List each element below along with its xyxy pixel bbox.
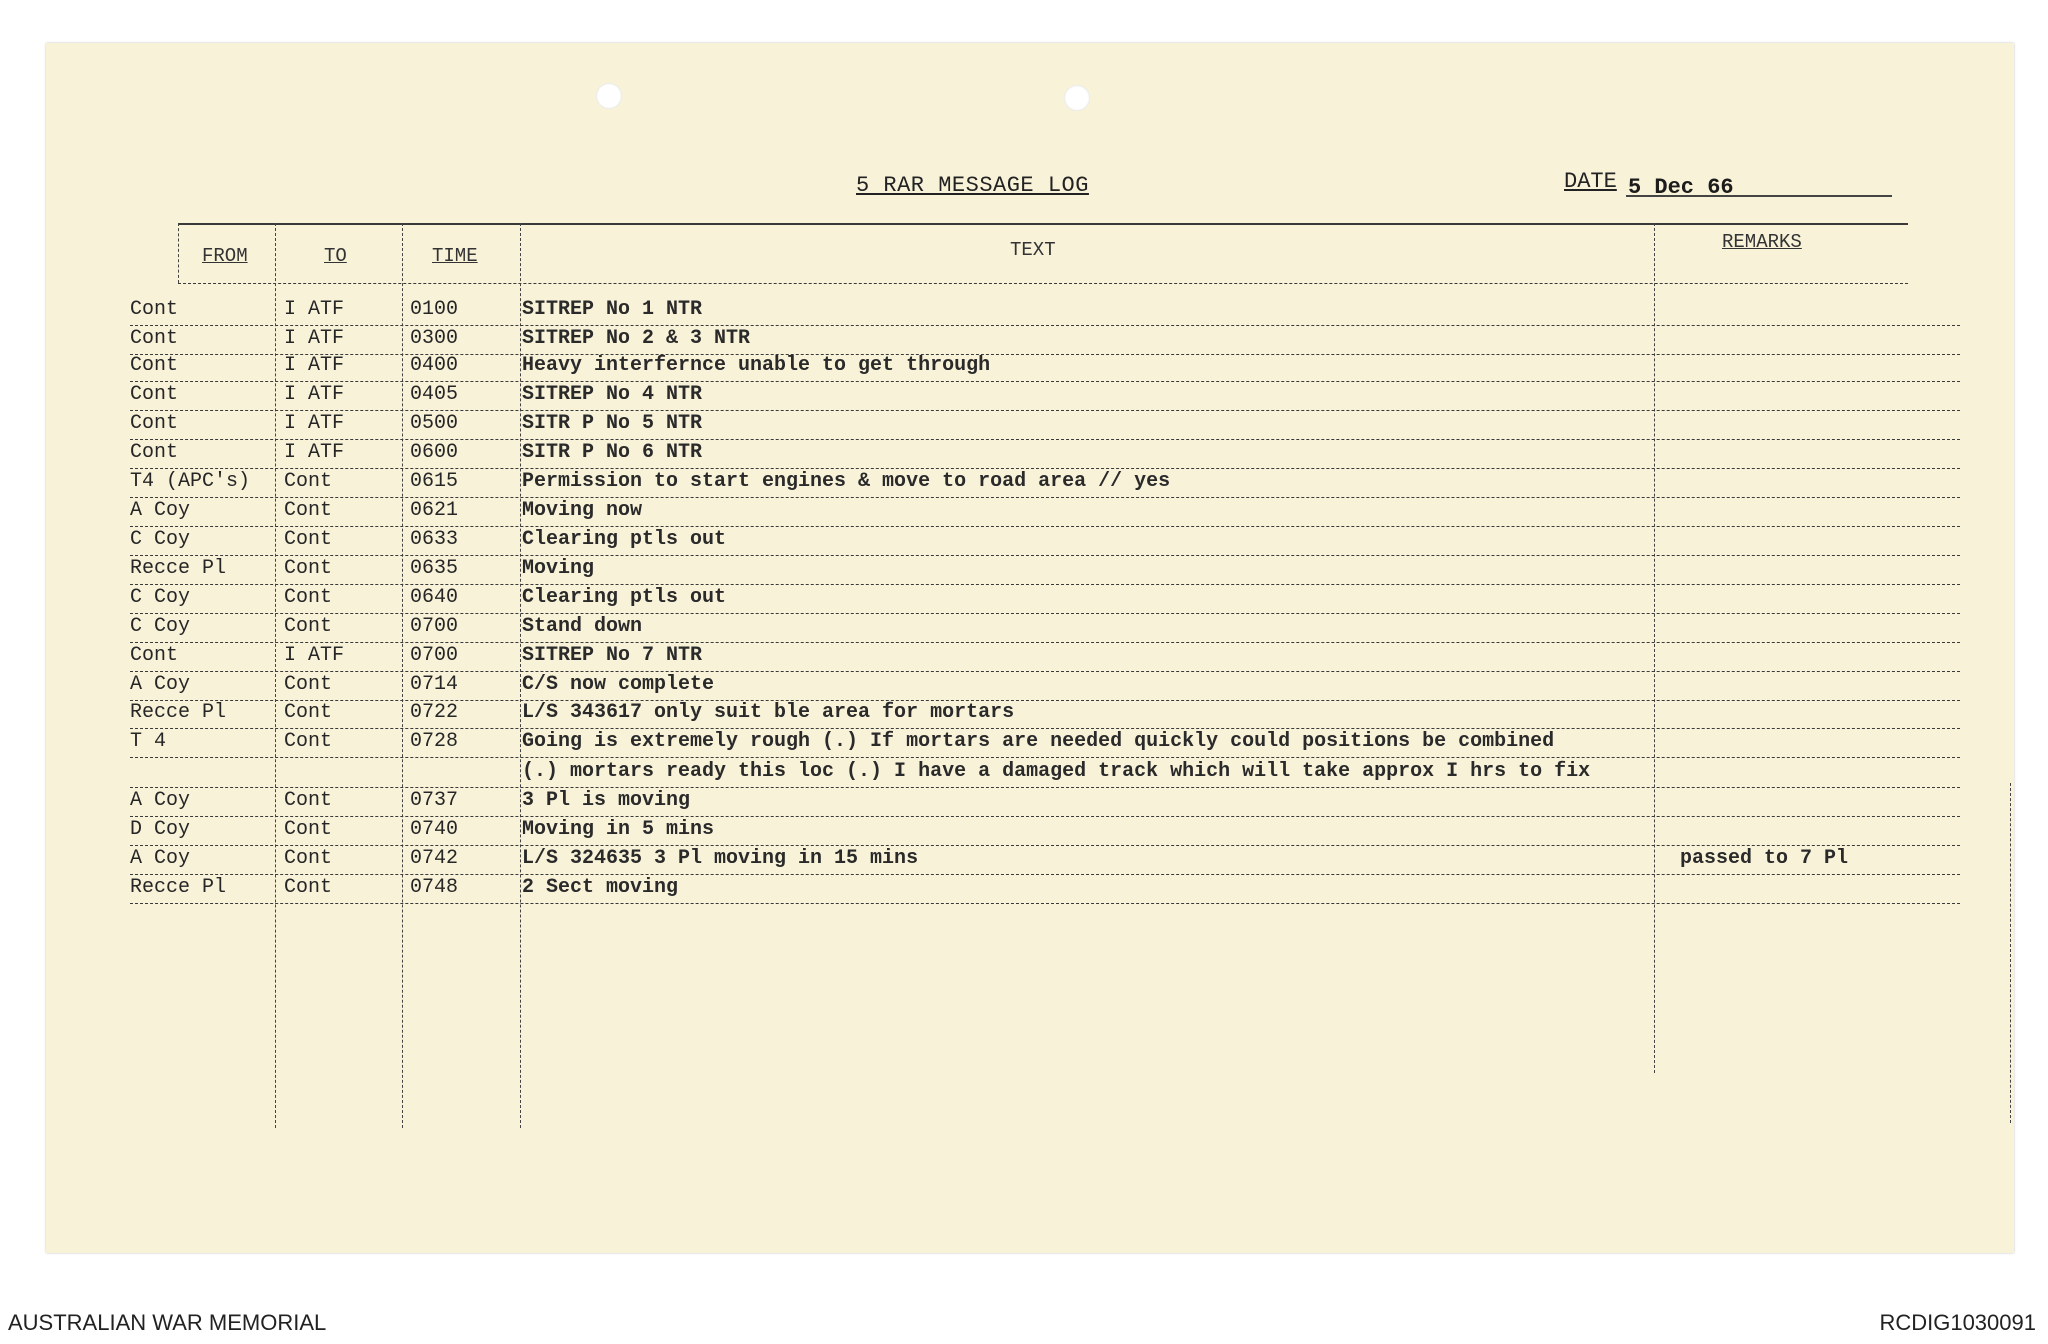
- cell-to: Cont: [284, 499, 333, 522]
- cell-from: Cont: [130, 327, 179, 350]
- table-row: [130, 586, 1962, 616]
- table-row: [130, 383, 1962, 413]
- header-from: FROM: [202, 245, 248, 267]
- cell-text: SITREP No 7 NTR: [522, 644, 703, 667]
- cell-to: Cont: [284, 470, 333, 493]
- cell-from: Cont: [130, 354, 179, 377]
- row-rule: [130, 613, 1960, 614]
- cell-text: L/S 343617 only suit ble area for mortars: [522, 701, 1015, 724]
- row-rule: [130, 671, 1960, 672]
- cell-time: 0740: [410, 818, 459, 841]
- row-rule: [130, 816, 1960, 817]
- cell-text: Stand down: [522, 615, 643, 638]
- row-rule: [130, 381, 1960, 382]
- table-row: [130, 412, 1962, 442]
- cell-to: Cont: [284, 615, 333, 638]
- cell-to: I ATF: [284, 383, 345, 406]
- date-underline: [1626, 195, 1892, 197]
- cell-text: 2 Sect moving: [522, 876, 679, 899]
- table-row: [130, 441, 1962, 471]
- cell-time: 0748: [410, 876, 459, 899]
- cell-time: 0100: [410, 298, 459, 321]
- cell-to: Cont: [284, 730, 333, 753]
- cell-text: Moving in 5 mins: [522, 818, 715, 841]
- table-top-rule: [178, 223, 1908, 225]
- cell-text: Permission to start engines & move to road area // yes: [522, 470, 1171, 493]
- cell-to: I ATF: [284, 441, 345, 464]
- cell-time: 0300: [410, 327, 459, 350]
- cell-from: A Coy: [130, 499, 191, 522]
- cell-text: L/S 324635 3 Pl moving in 15 mins: [522, 847, 919, 870]
- table-row: [130, 818, 1962, 848]
- cell-from: Recce Pl: [130, 876, 227, 899]
- cell-time: 0737: [410, 789, 459, 812]
- cell-text: SITR P No 5 NTR: [522, 412, 703, 435]
- row-rule: [130, 410, 1960, 411]
- table-row: [130, 644, 1962, 674]
- footer-id: RCDIG1030091: [1879, 1310, 2036, 1335]
- cell-text: SITREP No 2 & 3 NTR: [522, 327, 751, 350]
- cell-text: C/S now complete: [522, 673, 715, 696]
- cell-time: 0700: [410, 644, 459, 667]
- document-sheet: [46, 43, 2014, 1253]
- cell-from: Recce Pl: [130, 557, 227, 580]
- cell-time: 0728: [410, 730, 459, 753]
- cell-to: I ATF: [284, 412, 345, 435]
- cell-to: Cont: [284, 528, 333, 551]
- cell-time: 0742: [410, 847, 459, 870]
- cell-to: Cont: [284, 847, 333, 870]
- header-remarks: REMARKS: [1722, 231, 1802, 253]
- cell-time: 0400: [410, 354, 459, 377]
- row-rule: [130, 584, 1960, 585]
- row-rule: [130, 555, 1960, 556]
- cell-text: 3 Pl is moving: [522, 789, 691, 812]
- table-row: [130, 354, 1962, 384]
- row-rule: [130, 642, 1960, 643]
- cell-from: C Coy: [130, 528, 191, 551]
- cell-time: 0640: [410, 586, 459, 609]
- cell-text: Clearing ptls out: [522, 528, 727, 551]
- cell-time: 0621: [410, 499, 459, 522]
- cell-to: I ATF: [284, 327, 345, 350]
- header-bottom-rule: [178, 283, 1908, 284]
- row-rule: [130, 787, 1960, 788]
- punch-hole: [596, 83, 622, 109]
- table-row: [130, 673, 1962, 703]
- cell-from: Cont: [130, 383, 179, 406]
- cell-text: Heavy interfernce unable to get through: [522, 354, 991, 377]
- cell-time: 0500: [410, 412, 459, 435]
- cell-time: 0635: [410, 557, 459, 580]
- cell-from: C Coy: [130, 615, 191, 638]
- cell-from: T4 (APC's): [130, 470, 251, 493]
- row-rule: [130, 325, 1960, 326]
- cell-to: Cont: [284, 818, 333, 841]
- document-title: 5 RAR MESSAGE LOG: [856, 173, 1089, 198]
- table-row: [130, 760, 1962, 790]
- cell-text: SITR P No 6 NTR: [522, 441, 703, 464]
- cell-text: Clearing ptls out: [522, 586, 727, 609]
- cell-from: C Coy: [130, 586, 191, 609]
- column-divider: [178, 223, 179, 283]
- cell-from: Cont: [130, 441, 179, 464]
- table-row: [130, 876, 1962, 906]
- table-row: [130, 298, 1962, 328]
- table-row: [130, 470, 1962, 500]
- cell-from: A Coy: [130, 673, 191, 696]
- cell-time: 0405: [410, 383, 459, 406]
- cell-time: 0633: [410, 528, 459, 551]
- cell-from: D Coy: [130, 818, 191, 841]
- table-row: [130, 499, 1962, 529]
- punch-hole: [1064, 85, 1090, 111]
- message-log-table: [130, 223, 1962, 1133]
- cell-time: 0600: [410, 441, 459, 464]
- date-value: 5 Dec 66: [1628, 175, 1734, 200]
- table-row: [130, 557, 1962, 587]
- cell-to: Cont: [284, 673, 333, 696]
- footer-source: AUSTRALIAN WAR MEMORIAL: [8, 1310, 327, 1335]
- cell-from: Recce Pl: [130, 701, 227, 724]
- cell-time: 0700: [410, 615, 459, 638]
- table-row: [130, 701, 1962, 731]
- date-label: DATE: [1564, 169, 1617, 194]
- cell-to: I ATF: [284, 354, 345, 377]
- row-rule: [130, 903, 1960, 904]
- cell-to: Cont: [284, 876, 333, 899]
- table-row: [130, 528, 1962, 558]
- row-rule: [130, 497, 1960, 498]
- cell-from: A Coy: [130, 847, 191, 870]
- cell-from: Cont: [130, 412, 179, 435]
- cell-from: Cont: [130, 298, 179, 321]
- row-rule: [130, 874, 1960, 875]
- row-rule: [130, 757, 1960, 758]
- cell-to: Cont: [284, 586, 333, 609]
- header-text: TEXT: [1010, 239, 1056, 261]
- cell-remarks: passed to 7 Pl: [1680, 847, 1849, 870]
- cell-to: Cont: [284, 557, 333, 580]
- cell-text: Moving now: [522, 499, 643, 522]
- cell-from: A Coy: [130, 789, 191, 812]
- cell-from: Cont: [130, 644, 179, 667]
- table-row: [130, 847, 1962, 877]
- table-row: [130, 327, 1962, 357]
- table-row: [130, 789, 1962, 819]
- row-rule: [130, 728, 1960, 729]
- cell-time: 0722: [410, 701, 459, 724]
- cell-time: 0714: [410, 673, 459, 696]
- row-rule: [130, 468, 1960, 469]
- table-row: [130, 615, 1962, 645]
- row-rule: [130, 526, 1960, 527]
- cell-to: Cont: [284, 789, 333, 812]
- row-rule: [130, 439, 1960, 440]
- cell-text: (.) mortars ready this loc (.) I have a damaged track which will take approx I hrs to fix: [522, 760, 1591, 783]
- header-to: TO: [324, 245, 347, 267]
- cell-text: SITREP No 4 NTR: [522, 383, 703, 406]
- cell-to: Cont: [284, 701, 333, 724]
- cell-text: Going is extremely rough (.) If mortars are needed quickly could positions be combined: [522, 730, 1555, 753]
- cell-time: 0615: [410, 470, 459, 493]
- table-row: [130, 730, 1962, 760]
- cell-to: I ATF: [284, 644, 345, 667]
- cell-text: SITREP No 1 NTR: [522, 298, 703, 321]
- cell-from: T 4: [130, 730, 167, 753]
- cell-text: Moving: [522, 557, 595, 580]
- row-rule: [130, 845, 1960, 846]
- cell-to: I ATF: [284, 298, 345, 321]
- header-time: TIME: [432, 245, 478, 267]
- column-divider: [2010, 783, 2011, 1123]
